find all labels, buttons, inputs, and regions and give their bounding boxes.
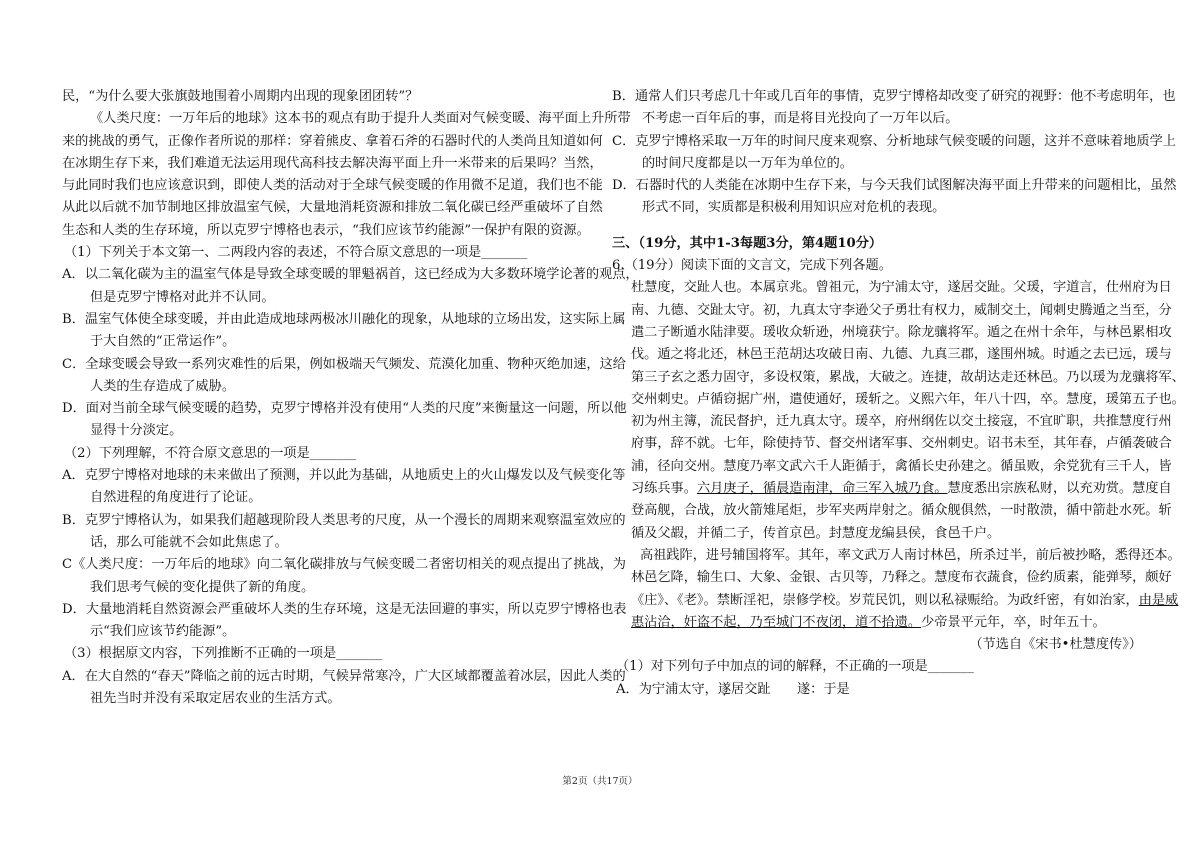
text-line [612, 86, 1176, 108]
line-text: 《庄》、《老》。禁断淫祀，崇修学校。岁荒民饥，则以私禄赈给。为政纤密，有如治家， [631, 592, 1139, 608]
line-text: 形式不同，实质都是积极利用知识应对危机的表现。 [642, 200, 946, 216]
line-text: A．在大自然的“春天”降临之前的远古时期，气候异常寒冷，广大区域都覆盖着冰层，因此人类的 [62, 668, 626, 684]
text-line [612, 478, 1172, 500]
line-text: B．温室气体使全球变暖，并由此造成地球两极冰川融化的现象，从地球的立场出发，这实际上属 [62, 311, 626, 327]
line-text: 自然进程的角度进行了论证。 [90, 490, 262, 506]
line-text: 交州刺史。卢循窃据广州，遣使通好，瑗斩之。义熙六年，年八十四，卒。慧度，瑗第五子也。 [631, 391, 1185, 407]
line-text: D．大量地消耗自然资源会严重破坏人类的生存环境，这是无法回避的事实，所以克罗宁博格也表 [62, 601, 627, 617]
line-text: 的时间尺度都是以一万年为单位的。 [642, 155, 853, 171]
line-text: A．以二氧化碳为主的温室气体是导致全球变暖的罪魁祸首，这已经成为大多数环境学论著的观点， [62, 267, 639, 283]
line-text: 于大自然的“正常运作”。 [90, 334, 236, 350]
line-text: A．克罗宁博格对地球的未来做出了预测，并以此为基础，从地质史上的火山爆发以及气候变化等 [62, 468, 626, 484]
text-line [62, 621, 594, 643]
line-text: 与此同时我们也应该意识到，即使人类的活动对于全球气候变暖的作用微不足道，我们也不能 [62, 178, 603, 194]
text-line [62, 287, 594, 309]
line-text: （3）根据原文内容，下列推断不正确的一项是_______ [64, 646, 383, 662]
text-line [612, 367, 1185, 389]
line-text-tail: 居交趾 遂：于是 [731, 681, 850, 697]
left-column [62, 86, 639, 710]
text-line [612, 612, 1142, 634]
line-text: 话，那么可能就不会如此焦虑了。 [90, 534, 288, 550]
line-text-tail: 慧度悉出宗族私财，以充劝赏。慧度自 [947, 481, 1172, 497]
line-text: B．通常人们只考虑几十年或几百年的事情，克罗宁博格却改变了研究的视野：他不考虑明年，也 [612, 89, 1176, 104]
section-gap [612, 220, 1142, 233]
line-text: 浦，径向交州。慧度乃率文武六千人距循于，禽循长史孙建之。循虽败，余党犹有三千人，皆 [631, 458, 1172, 474]
text-line [62, 220, 594, 242]
underlined-sentence: 惠沾洽，奸盗不起，乃至城门不夜闭，道不拾遗。 [631, 614, 922, 630]
text-line [612, 277, 1172, 299]
line-text: 三、（19分，其中1-3每题3分，第4题10分） [612, 235, 883, 251]
text-line [62, 175, 603, 197]
text-line [62, 108, 631, 130]
text-line [62, 443, 594, 465]
text-line [612, 433, 1172, 455]
text-line [62, 643, 594, 665]
text-line [612, 300, 1172, 322]
line-text: （1）下列关于本文第一、二两段内容的表述，不符合原文意思的一项是_______ [64, 245, 528, 261]
text-line [62, 510, 626, 532]
line-text: A．为宁浦太守， [616, 681, 718, 697]
text-line [612, 131, 1176, 153]
line-text: 伐。遁之将北还，林邑王范胡达攻破日南、九德、九真三郡，遂围州城。时遁之去已远，瑗与 [631, 347, 1172, 363]
line-text: C．克罗宁博格采取一万年的时间尺度来观察、分析地球气候变暖的问题，这并不意味着地质学上 [612, 133, 1176, 149]
text-line [612, 567, 1172, 589]
line-text: B．克罗宁博格认为，如果我们超越现阶段人类思考的尺度，从一个漫长的周期来观察温室效应的 [62, 512, 626, 528]
text-line [612, 545, 1181, 567]
line-text: 遣二子断遁水陆津要。瑗收众斩逊，州境获宁。除龙骧将军。遁之在州十余年，与林邑累相攻 [631, 324, 1172, 340]
text-line [612, 411, 1172, 433]
text-line [612, 175, 1177, 197]
text-line [62, 666, 626, 688]
text-line [612, 656, 1142, 678]
text-line [612, 634, 1142, 656]
line-text: 民，“为什么要大张旗鼓地围着小周期内出现的现象团团转”？ [62, 89, 419, 104]
text-line [62, 532, 594, 554]
line-text: 在冰期生存下来，我们难道无法运用现代高科技去解决海平面上升一米带来的后果吗？当然， [62, 155, 603, 171]
line-text: 高祖践阼，进号辅国将军。其年，率文武万人南讨林邑，所杀过半，前后被抄略，悉得还本。 [640, 547, 1181, 563]
line-text: 登高舰，合战，放火箭雉尾炬，步军夹两岸射之。循众舰俱然，一时散溃，循中箭赴水死。斩 [631, 503, 1172, 519]
line-text-tail: 少帝景平元年，卒，时年五十。 [921, 614, 1106, 630]
line-text: 来的挑战的勇气，正像作者所说的那样：穿着熊皮、拿着石斧的石器时代的人类尚且知道如何 [62, 133, 603, 149]
text-line [62, 131, 603, 153]
text-line [612, 590, 1179, 612]
text-line [62, 264, 639, 286]
line-text: （1）对下列句子中加点的词的解释，不正确的一项是_______ [616, 659, 974, 675]
line-text: 但是克罗宁博格对此并不认同。 [90, 289, 275, 305]
text-line [612, 389, 1185, 411]
text-line [62, 465, 626, 487]
text-line [62, 577, 594, 599]
text-line [612, 233, 1142, 255]
text-line [62, 153, 603, 175]
underlined-sentence: 六月庚子，循晨造南津，命三军入城乃食。 [696, 481, 948, 497]
text-line [612, 153, 1142, 175]
line-text: 《人类尺度：一万年后的地球》这本书的观点有助于提升人类面对气候变暖、海平面上升所带 [90, 111, 631, 127]
line-text: 人类的生存造成了威胁。 [90, 378, 236, 394]
line-text: 显得十分淡定。 [90, 423, 183, 439]
line-text: 生态和人类的生存环境，所以克罗宁博格也表示，“我们应该节约能源”一保护有限的资源。 [62, 222, 590, 238]
text-line [62, 242, 594, 264]
line-text: C．全球变暖会导致一系列灾难性的后果，例如极端天气频发、荒漠化加重、物种灭绝加速，这给 [62, 356, 626, 372]
text-line [62, 688, 594, 710]
text-line [612, 108, 1142, 130]
text-line [62, 420, 594, 442]
text-line [62, 331, 594, 353]
text-line [612, 523, 1142, 545]
line-text: 循及父嘏，并循二子，传首京邑。封慧度龙编县侯，食邑千户。 [631, 525, 1001, 541]
line-text: D．面对当前全球气候变暖的趋势，克罗宁博格并没有使用“人类的尺度”来衡量这一问题，所以他 [62, 401, 627, 417]
text-line [62, 309, 626, 331]
line-text: 杜慧度，交趾人也。本属京兆。曾祖元，为宁浦太守，遂居交趾。父瑗，字道言，仕州府为日 [631, 280, 1172, 296]
text-line [612, 322, 1172, 344]
text-line [62, 376, 594, 398]
line-text: 第三子玄之悉力固守，多设权策，累战，大破之。连捷，故胡达走还林邑。乃以瑗为龙骧将军、 [631, 369, 1185, 385]
text-line [62, 487, 594, 509]
line-text: 林邑乞降，输生口、大象、金银、古贝等，乃释之。慧度布衣蔬食，俭约质素，能弹琴，颇好 [631, 570, 1172, 586]
text-line [62, 354, 626, 376]
line-text: 南、九德、交趾太守。初，九真太守李逊父子勇壮有权力，威制交土，闻刺史腾遁之当至，分 [631, 302, 1172, 318]
line-text: 祖先当时并没有采取定居农业的生活方式。 [90, 691, 341, 707]
line-text: C《人类尺度：一万年后的地球》向二氧化碳排放与气候变暖二者密切相关的观点提出了挑战，为 [62, 557, 626, 573]
text-line [612, 344, 1172, 366]
text-line [62, 554, 626, 576]
line-text: （2）下列理解，不符合原文意思的一项是_______ [64, 445, 356, 461]
line-text: 6.（19分）阅读下面的文言文，完成下列各题。 [612, 258, 892, 274]
line-text: 府事，辞不就。七年，除使持节、督交州诸军事、交州刺史。诏书未至，其年春，卢循袭破合 [631, 436, 1172, 452]
text-line [612, 197, 1142, 219]
line-text: D．石器时代的人类能在冰期中生存下来，与今天我们试图解决海平面上升带来的问题相比，虽然 [612, 178, 1177, 194]
text-line [62, 398, 627, 420]
text-line [62, 599, 627, 621]
line-text: 不考虑一百年后的事，而是将目光投向了一万年以后。 [642, 111, 959, 127]
dotted-word: 遂 [717, 681, 732, 697]
line-text: 示“我们应该节约能源”。 [90, 624, 236, 640]
text-line [62, 197, 603, 219]
text-line [612, 456, 1172, 478]
line-text: 从此以后就不加节制地区排放温室气候，大量地消耗资源和排放二氧化碳已经严重破坏了自然 [62, 200, 603, 216]
text-line [612, 500, 1172, 522]
text-line [62, 86, 594, 108]
page-footer: 第2页（共17页） [562, 776, 638, 787]
line-text: 习练兵事。 [631, 481, 697, 497]
right-column [612, 86, 1185, 701]
line-text: （节选自《宋书•杜慧度传》） [969, 637, 1142, 653]
line-text: 我们思考气候的变化提供了新的角度。 [90, 579, 315, 595]
line-text: 初为州主簿，流民督护，迁九真太守。瑗卒，府州纲佐以交土接寇，不宜旷职，共推慧度行州 [631, 414, 1172, 430]
text-line [612, 679, 1142, 701]
underlined-sentence: 由是威 [1138, 592, 1179, 608]
text-line [612, 255, 1142, 277]
